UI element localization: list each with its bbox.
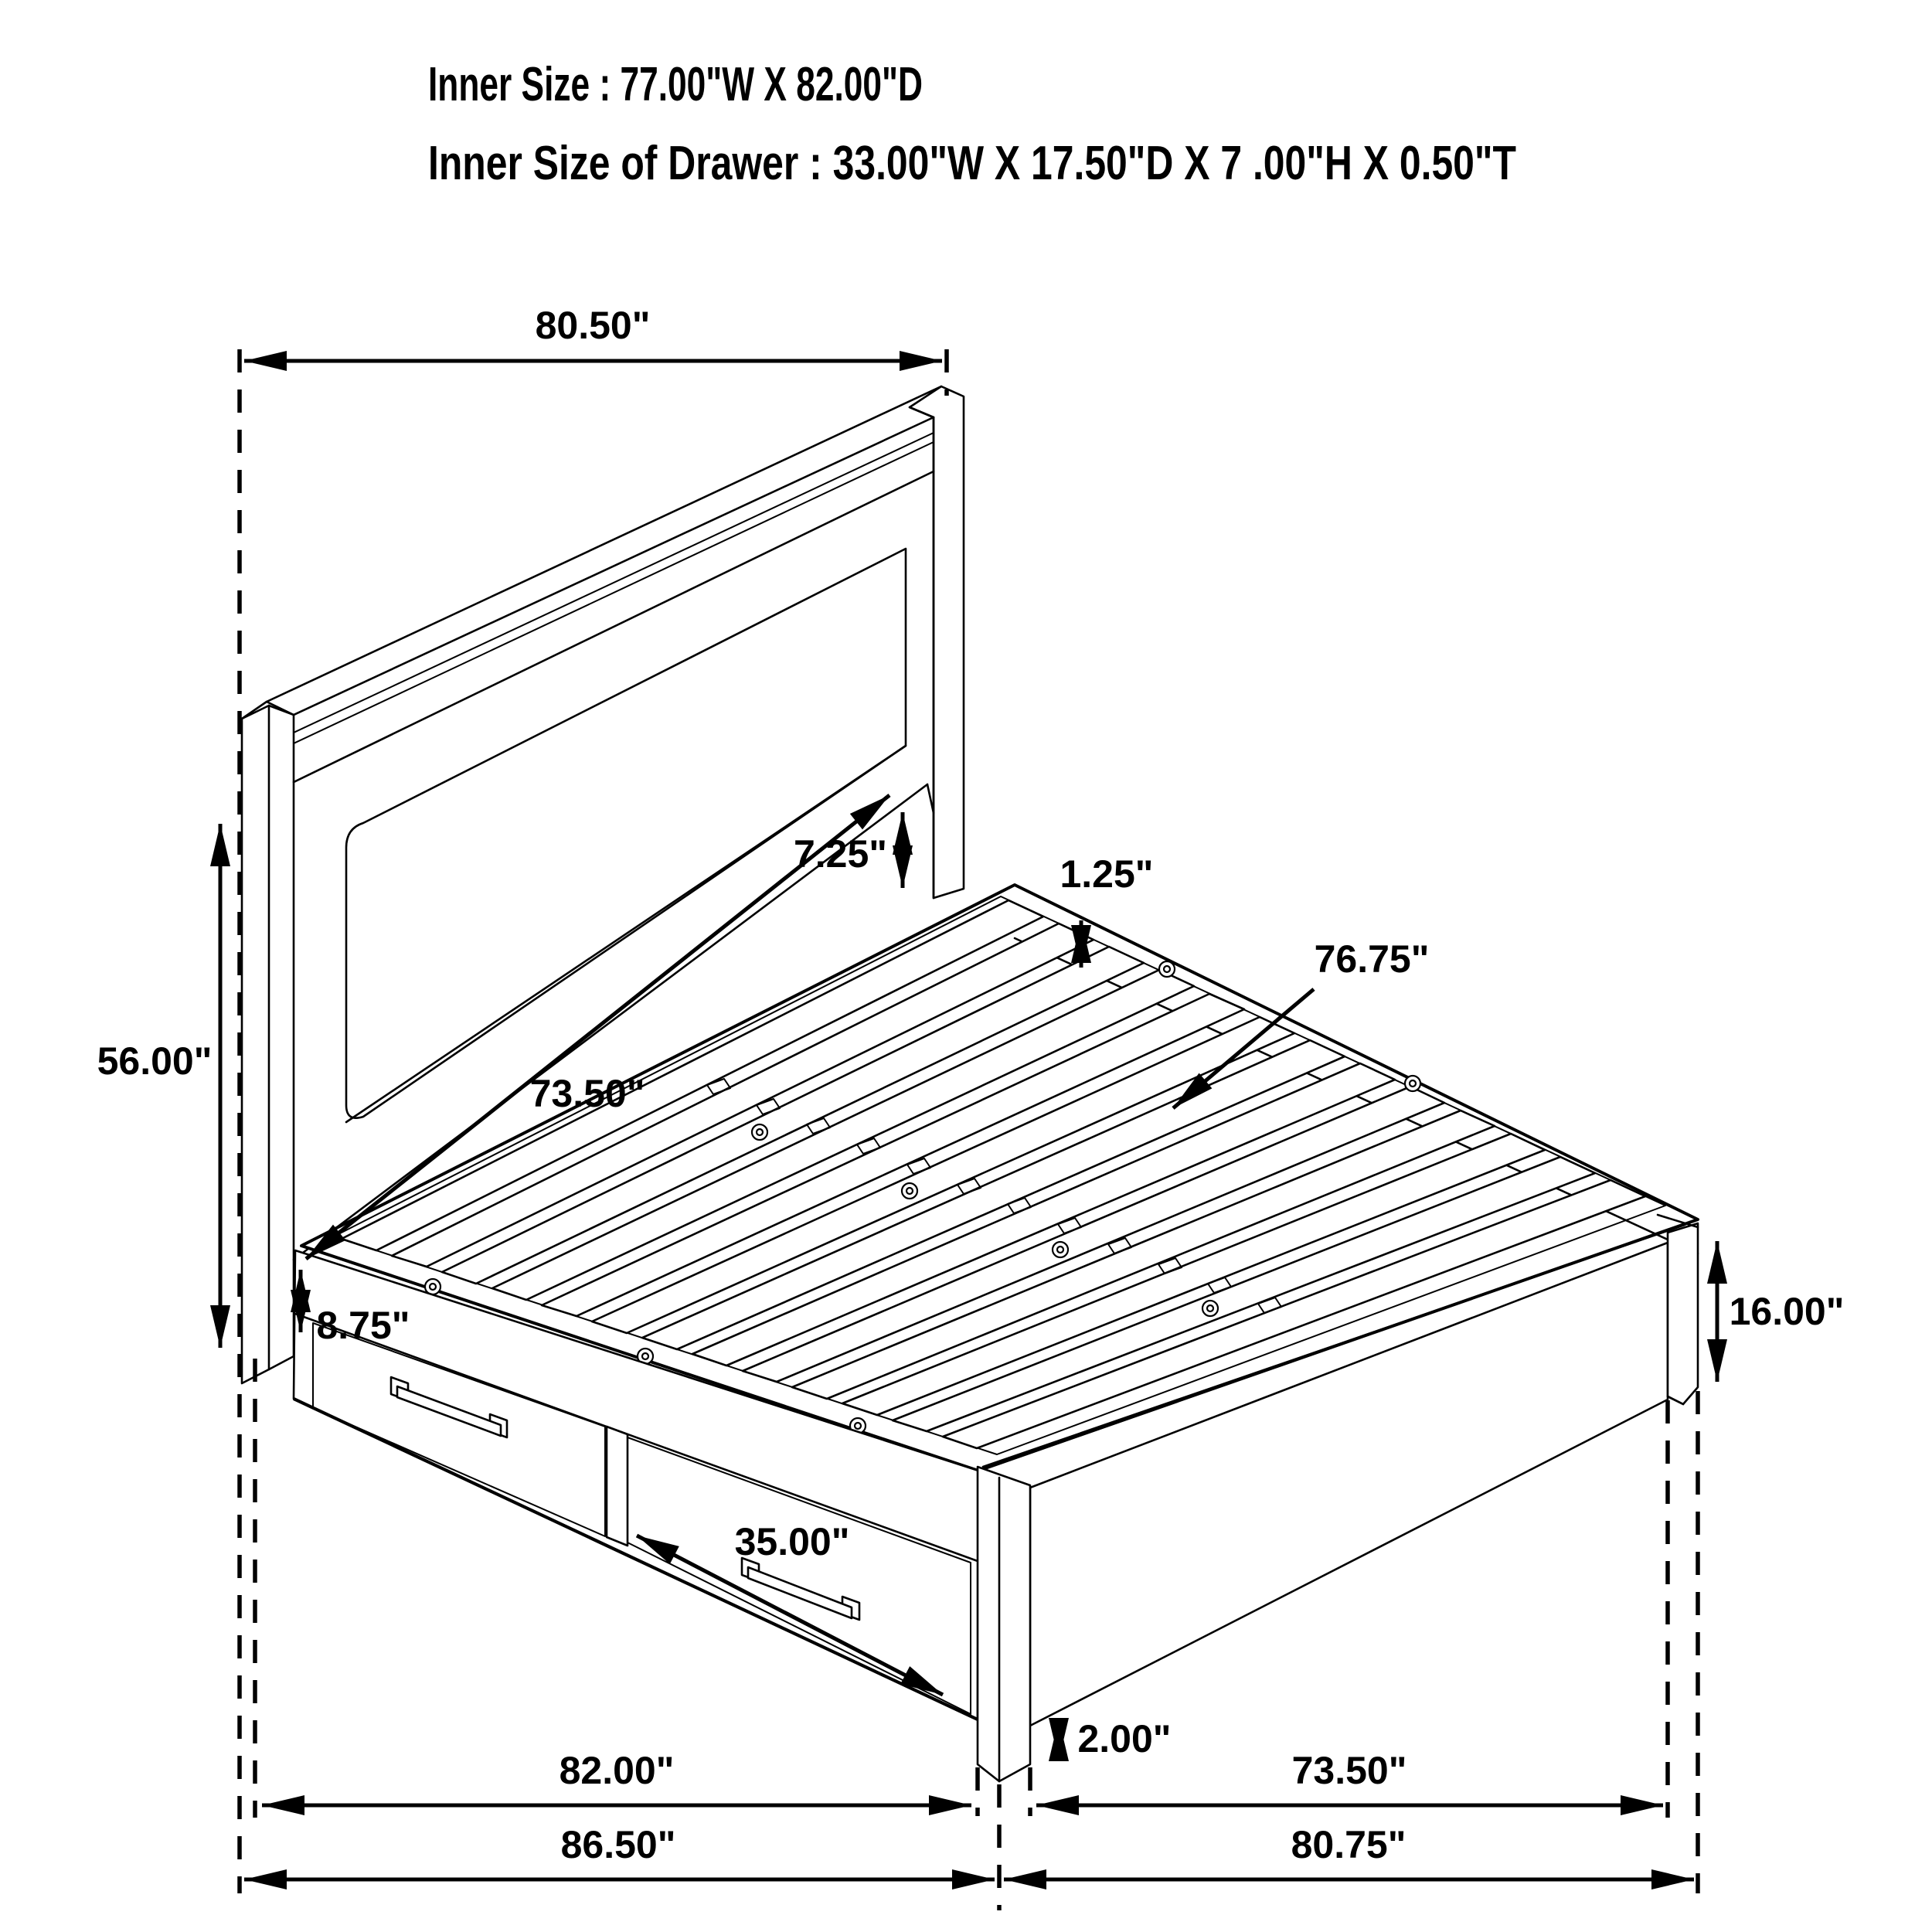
dim-slat-length-label: 76.75": [1314, 937, 1430, 981]
headboard-left-post: [242, 702, 294, 1383]
dim-headboard-height-label: 56.00": [97, 1039, 213, 1083]
inner-drawer-size-title: Inner Size of Drawer : 33.00"W X 17.50"D X 7 .00"H X 0.50"T: [428, 137, 1517, 190]
dim-overall-foot-width: [1004, 1823, 1694, 1879]
dim-panel-width-label: 73.50": [529, 1072, 645, 1115]
dim-foot-leg-height: [1717, 1241, 1844, 1382]
dim-foot-span-label: 73.50": [1291, 1749, 1407, 1792]
dim-headboard-height: [97, 824, 220, 1348]
front-left-leg: [978, 1467, 1030, 1781]
dim-floor-clearance: [1059, 1717, 1172, 1760]
dim-panel-gap-label: 7.25": [793, 832, 887, 876]
dim-side-rail-height-label: 8.75": [316, 1304, 410, 1347]
dim-foot-leg-height-label: 16.00": [1729, 1290, 1845, 1333]
dim-overall-foot-width-label: 80.75": [1291, 1823, 1406, 1866]
inner-size-title: Inner Size : 77.00"W X 82.00"D: [428, 58, 923, 111]
dim-drawer-width-label: 35.00": [734, 1520, 850, 1563]
dim-overall-depth: [244, 1823, 995, 1879]
title-block: [428, 58, 1516, 190]
drawer-divider: [607, 1427, 628, 1546]
dim-side-base-length: [262, 1749, 971, 1805]
dim-headboard-width: [244, 304, 942, 361]
dim-headboard-width-label: 80.50": [535, 304, 651, 347]
dim-panel-gap: [794, 812, 903, 888]
dim-floor-clearance-label: 2.00": [1077, 1717, 1172, 1760]
headboard-right-post: [910, 386, 964, 898]
dim-slat-thickness-label: 1.25": [1060, 852, 1154, 896]
dim-side-base-length-label: 82.00": [559, 1749, 675, 1792]
dim-overall-depth-label: 86.50": [560, 1823, 676, 1866]
